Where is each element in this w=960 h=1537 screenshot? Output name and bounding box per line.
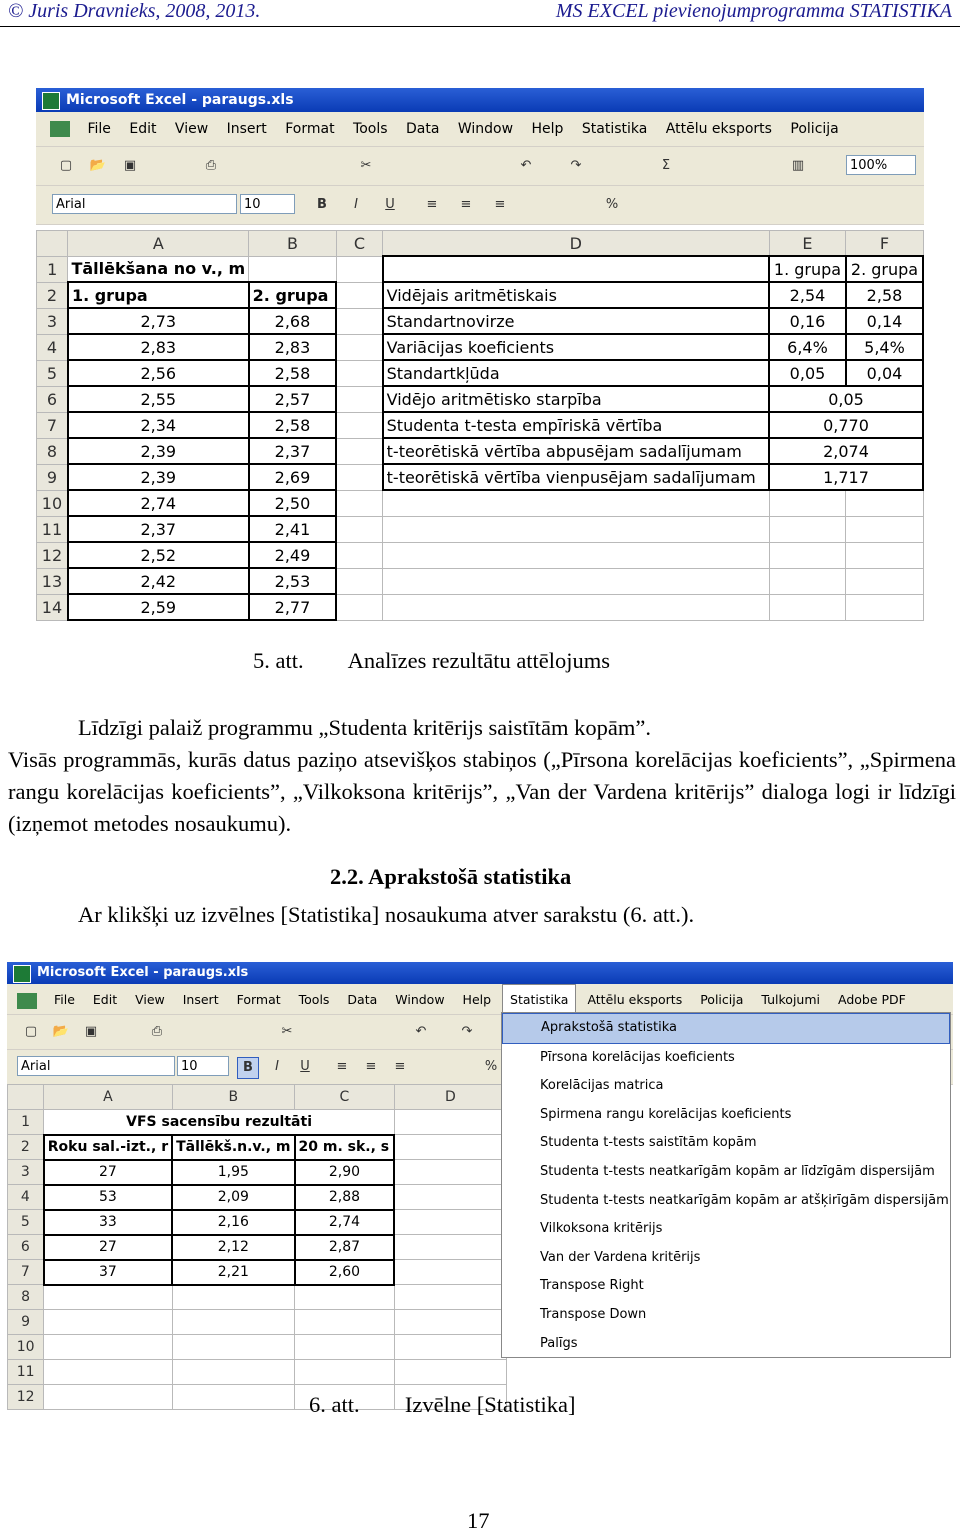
cell[interactable] (295, 1310, 395, 1335)
italic-icon[interactable]: I (275, 1059, 279, 1074)
cell[interactable]: 2,16 (172, 1210, 294, 1235)
statistika-dropdown (501, 1012, 951, 1358)
cell[interactable]: 1,95 (172, 1160, 294, 1185)
row-header[interactable]: 5 (37, 360, 68, 386)
cell[interactable]: 2,42 (68, 568, 249, 594)
cell[interactable]: 2,39 (68, 438, 249, 464)
open-icon[interactable]: 📂 (89, 158, 107, 173)
cell[interactable]: Tāllēkš.n.v., m (172, 1135, 294, 1160)
table-row (8, 1210, 507, 1235)
header-author: © Juris Dravnieks, 2008, 2013. (8, 0, 261, 22)
header-title: MS EXCEL pievienojumprogramma STATISTIKA (555, 0, 952, 22)
menu-policija[interactable]: Policija (700, 992, 744, 1007)
cell[interactable] (769, 516, 846, 542)
table-row (37, 516, 924, 542)
cell[interactable] (336, 542, 382, 568)
cut-icon[interactable]: ✂ (281, 1024, 293, 1039)
cell[interactable] (394, 1110, 506, 1135)
align-center-icon[interactable]: ≡ (365, 1059, 377, 1074)
row-header[interactable]: 7 (37, 412, 68, 438)
cell[interactable] (394, 1135, 506, 1160)
column-header[interactable]: A (44, 1085, 172, 1110)
row-header[interactable]: 11 (8, 1360, 44, 1385)
menu-edit[interactable]: Edit (92, 992, 118, 1007)
page-number: 17 (467, 1508, 490, 1533)
row-header[interactable]: 9 (8, 1310, 44, 1335)
cell[interactable] (295, 1360, 395, 1385)
cell[interactable]: Tāllēkšana no v., m (68, 256, 249, 282)
align-left-icon[interactable]: ≡ (336, 1059, 348, 1074)
new-icon[interactable]: ▢ (59, 158, 73, 173)
cell[interactable]: 1. grupa (769, 256, 846, 282)
column-header[interactable]: C (295, 1085, 395, 1110)
table-row (37, 386, 924, 412)
row-header[interactable]: 1 (8, 1110, 44, 1135)
excel-title: Microsoft Excel - paraugs.xls (37, 965, 249, 980)
workbook-icon (50, 121, 70, 137)
cell[interactable] (44, 1285, 172, 1310)
cell[interactable]: 2,37 (68, 516, 249, 542)
sum-icon[interactable]: Σ (661, 158, 671, 173)
cell[interactable] (172, 1385, 294, 1410)
sheet-grid-1 (36, 230, 924, 621)
row-header[interactable]: 6 (8, 1235, 44, 1260)
save-icon[interactable]: ▣ (84, 1024, 98, 1039)
page-header (0, 0, 960, 27)
cell[interactable]: 2,39 (68, 464, 249, 490)
excel-icon (42, 92, 60, 110)
cell[interactable] (846, 542, 923, 568)
cell[interactable]: 2,58 (249, 412, 337, 438)
menu-edit[interactable]: Edit (129, 121, 157, 137)
cell[interactable] (44, 1310, 172, 1335)
statistika-menu-item[interactable]: Transpose Down (540, 1306, 647, 1322)
excel-titlebar-2 (7, 962, 953, 984)
cell[interactable] (394, 1210, 506, 1235)
cell[interactable]: 2,074 (769, 438, 923, 464)
cell[interactable]: 2,73 (68, 308, 249, 334)
cell[interactable] (846, 490, 923, 516)
cell[interactable] (44, 1335, 172, 1360)
undo-icon[interactable]: ↶ (415, 1024, 427, 1039)
figure-6-text: Izvēlne [Statistika] (404, 1392, 576, 1417)
cell[interactable] (336, 594, 382, 620)
underline-icon[interactable]: U (385, 197, 395, 212)
cell[interactable]: 0,05 (769, 386, 923, 412)
cell[interactable] (394, 1235, 506, 1260)
excel-titlebar (36, 88, 924, 112)
cell[interactable]: 2,88 (295, 1185, 395, 1210)
table-row (8, 1135, 507, 1160)
corner-cell[interactable] (8, 1085, 44, 1110)
paragraph-3: Ar klikšķi uz izvēlnes [Statistika] nosaukuma atver sarakstu (6. att.). (78, 902, 695, 927)
cell[interactable] (336, 360, 382, 386)
cell[interactable]: t-teorētiskā vērtība vienpusējam sadalījumam (383, 464, 769, 490)
cell[interactable] (394, 1285, 506, 1310)
cell[interactable] (846, 568, 923, 594)
menu-view[interactable]: View (135, 992, 165, 1007)
menu-help[interactable]: Help (531, 121, 564, 137)
row-header[interactable]: 1 (37, 256, 68, 282)
table-row (37, 594, 924, 620)
font-select[interactable]: Arial (52, 194, 237, 214)
print-icon[interactable]: ⎙ (205, 158, 217, 173)
menu-statistika[interactable]: Statistika (581, 121, 648, 137)
cell[interactable] (336, 490, 382, 516)
cell[interactable] (383, 594, 769, 620)
table-row (37, 334, 924, 360)
menu-tools[interactable]: Tools (298, 992, 330, 1007)
table-row (8, 1110, 507, 1135)
row-header[interactable]: 8 (37, 438, 68, 464)
cell[interactable] (336, 438, 382, 464)
column-header[interactable]: B (172, 1085, 294, 1110)
cell[interactable]: Roku sal.-izt., r (44, 1135, 172, 1160)
cell[interactable]: 5,4% (846, 334, 923, 360)
cell[interactable]: 2,12 (172, 1235, 294, 1260)
cell[interactable] (394, 1335, 506, 1360)
excel-menubar-2 (7, 984, 953, 1015)
cell[interactable] (44, 1385, 172, 1410)
cell[interactable]: Studenta t-testa empīriskā vērtība (383, 412, 769, 438)
menu-statistika-open[interactable]: Statistika (502, 984, 576, 1016)
cell[interactable] (383, 516, 769, 542)
cell[interactable] (172, 1360, 294, 1385)
cell[interactable]: 20 m. sk., s (295, 1135, 395, 1160)
menu-data[interactable]: Data (347, 992, 378, 1007)
cell[interactable] (383, 490, 769, 516)
cell[interactable] (336, 256, 382, 282)
table-row (8, 1335, 507, 1360)
cell[interactable] (295, 1285, 395, 1310)
zoom-box[interactable]: 100% (846, 155, 916, 175)
cell[interactable] (336, 386, 382, 412)
size-select[interactable]: 10 (177, 1056, 229, 1076)
sheet-grid-2 (7, 1084, 507, 1410)
cell[interactable] (769, 568, 846, 594)
paragraph-1: Līdzīgi palaiž programmu „Studenta kritērijs saistītām kopām”. (78, 715, 651, 740)
cell[interactable]: 2,59 (68, 594, 249, 620)
cell[interactable]: 2,74 (68, 490, 249, 516)
column-header[interactable]: B (249, 231, 337, 257)
table-row (37, 438, 924, 464)
cell[interactable]: 2,58 (249, 360, 337, 386)
cell[interactable] (383, 256, 769, 282)
cell[interactable]: 2,56 (68, 360, 249, 386)
cell[interactable]: 2,83 (68, 334, 249, 360)
italic-icon[interactable]: I (354, 197, 358, 212)
row-header[interactable]: 13 (37, 568, 68, 594)
statistika-menu-item[interactable]: Transpose Right (540, 1278, 644, 1294)
table-row (37, 542, 924, 568)
menu-file[interactable]: File (53, 992, 75, 1007)
cell[interactable] (172, 1285, 294, 1310)
row-header[interactable]: 3 (37, 308, 68, 334)
row-header[interactable]: 9 (37, 464, 68, 490)
table-row (37, 256, 924, 282)
statistika-menu-item[interactable]: Pīrsona korelācijas koeficients (540, 1049, 735, 1065)
percent-icon[interactable]: % (605, 197, 619, 212)
cell[interactable] (336, 334, 382, 360)
cell[interactable]: 2,57 (249, 386, 337, 412)
statistika-menu-item[interactable]: Spirmena rangu korelācijas koeficients (540, 1106, 792, 1122)
cell[interactable]: 27 (44, 1160, 172, 1185)
cell[interactable] (769, 490, 846, 516)
cell[interactable] (846, 516, 923, 542)
menu-help[interactable]: Help (462, 992, 492, 1007)
cell[interactable]: Variācijas koeficients (383, 334, 769, 360)
excel-menubar (36, 112, 924, 147)
cell[interactable]: 27 (44, 1235, 172, 1260)
underline-icon[interactable]: U (300, 1059, 310, 1074)
cell[interactable]: 2. grupa (249, 282, 337, 308)
print-icon[interactable]: ⎙ (151, 1024, 163, 1039)
align-right-icon[interactable]: ≡ (394, 1059, 406, 1074)
cell[interactable]: 53 (44, 1185, 172, 1210)
paragraph-2: Visās programmās, kurās datus paziņo atsevišķos stabiņos („Pīrsona korelācijas koeficients”, „Spirmena rangu korelācijas koeficients”, „Vilkoksona kritērijs”, „Van der Vardena kritērijs” dialoga logi ir līdzīgi (izņemot metodes nosaukumu). (8, 747, 956, 836)
column-header[interactable]: F (846, 231, 923, 257)
cell[interactable]: 0,05 (769, 360, 846, 386)
excel-icon (13, 965, 31, 983)
align-center-icon[interactable]: ≡ (460, 197, 472, 212)
cell[interactable] (44, 1360, 172, 1385)
row-header[interactable]: 14 (37, 594, 68, 620)
menu-tulkojumi[interactable]: Tulkojumi (761, 992, 820, 1007)
cell[interactable]: 2,21 (172, 1260, 294, 1285)
redo-icon[interactable]: ↷ (461, 1024, 473, 1039)
menu-insert[interactable]: Insert (226, 121, 267, 137)
cell[interactable]: Vidējo aritmētisko starpība (383, 386, 769, 412)
row-header[interactable]: 2 (37, 282, 68, 308)
column-header[interactable]: D (383, 231, 769, 257)
size-select[interactable]: 10 (240, 194, 295, 214)
cell[interactable] (383, 542, 769, 568)
cell[interactable]: 2,83 (249, 334, 337, 360)
cell[interactable]: 2,37 (249, 438, 337, 464)
open-icon[interactable]: 📂 (52, 1024, 70, 1039)
menu-file[interactable]: File (87, 121, 111, 137)
cell[interactable]: Standartkļūda (383, 360, 769, 386)
table-row (37, 412, 924, 438)
cell[interactable] (295, 1335, 395, 1360)
cell[interactable]: 2,69 (249, 464, 337, 490)
align-right-icon[interactable]: ≡ (494, 197, 506, 212)
cell[interactable]: 1,717 (769, 464, 923, 490)
statistika-menu-item[interactable]: Van der Vardena kritērijs (540, 1249, 701, 1265)
table-row (8, 1160, 507, 1185)
cell[interactable]: 2,90 (295, 1160, 395, 1185)
cell[interactable]: t-teorētiskā vērtība abpusējam sadalījumam (383, 438, 769, 464)
cell[interactable] (336, 412, 382, 438)
cell[interactable]: 2. grupa (846, 256, 923, 282)
cell[interactable]: Standartnovirze (383, 308, 769, 334)
cell[interactable] (336, 568, 382, 594)
cell[interactable]: 2,41 (249, 516, 337, 542)
statistika-menu-item[interactable]: Korelācijas matrica (540, 1078, 664, 1094)
figure-6-number: 6. att. (309, 1392, 360, 1417)
cell[interactable]: 33 (44, 1210, 172, 1235)
cell[interactable]: 2,58 (846, 282, 923, 308)
cell[interactable] (394, 1260, 506, 1285)
cell[interactable] (394, 1185, 506, 1210)
statistika-menu-item[interactable]: Studenta t-tests neatkarīgām kopām ar līdzīgām dispersijām (540, 1163, 935, 1179)
cell[interactable] (249, 256, 337, 282)
column-header[interactable]: D (394, 1085, 506, 1110)
menu-window[interactable]: Window (457, 121, 514, 137)
font-select[interactable]: Arial (17, 1056, 175, 1076)
table-row (37, 360, 924, 386)
cell[interactable]: 2,52 (68, 542, 249, 568)
cell[interactable]: 0,770 (769, 412, 923, 438)
cell[interactable]: 2,54 (769, 282, 846, 308)
cell[interactable]: 37 (44, 1260, 172, 1285)
cell[interactable]: VFS sacensību rezultāti (44, 1110, 395, 1135)
statistika-menu-item[interactable]: Studenta t-tests saistītām kopām (540, 1135, 757, 1151)
row-header[interactable]: 6 (37, 386, 68, 412)
cell[interactable]: 2,53 (249, 568, 337, 594)
cell[interactable]: 1. grupa (68, 282, 249, 308)
cell[interactable]: 2,87 (295, 1235, 395, 1260)
cell[interactable]: 2,60 (295, 1260, 395, 1285)
row-header[interactable]: 4 (37, 334, 68, 360)
bold-icon[interactable]: B (317, 197, 327, 212)
row-header[interactable]: 8 (8, 1285, 44, 1310)
cell[interactable]: 2,49 (249, 542, 337, 568)
table-row (8, 1235, 507, 1260)
standard-toolbar (36, 147, 924, 186)
cut-icon[interactable]: ✂ (360, 158, 372, 173)
table-row (37, 308, 924, 334)
row-header[interactable]: 10 (8, 1335, 44, 1360)
cell[interactable]: 2,09 (172, 1185, 294, 1210)
cell[interactable] (394, 1160, 506, 1185)
figure-5-text: Analīzes rezultātu attēlojums (347, 648, 611, 673)
table-row (8, 1260, 507, 1285)
cell[interactable] (172, 1335, 294, 1360)
cell[interactable] (394, 1360, 506, 1385)
row-header[interactable]: 2 (8, 1135, 44, 1160)
menu-attelu-eksports[interactable]: Attēlu eksports (587, 992, 683, 1007)
menu-data[interactable]: Data (405, 121, 440, 137)
row-header[interactable]: 10 (37, 490, 68, 516)
row-header[interactable]: 5 (8, 1210, 44, 1235)
percent-icon[interactable]: % (484, 1059, 498, 1074)
row-header[interactable]: 11 (37, 516, 68, 542)
chart-icon[interactable]: ▥ (791, 158, 805, 173)
column-header[interactable]: C (336, 231, 382, 257)
statistika-menu-item[interactable]: Aprakstošā statistika (502, 1013, 950, 1044)
cell[interactable]: 6,4% (769, 334, 846, 360)
table-row (37, 282, 924, 308)
cell[interactable]: 2,77 (249, 594, 337, 620)
cell[interactable] (336, 516, 382, 542)
cell[interactable] (394, 1310, 506, 1335)
statistika-menu-item[interactable]: Vilkoksona kritērijs (540, 1221, 663, 1237)
menu-window[interactable]: Window (395, 992, 445, 1007)
figure-5-number: 5. att. (253, 648, 304, 673)
menu-policija[interactable]: Policija (790, 121, 839, 137)
save-icon[interactable]: ▣ (123, 158, 137, 173)
cell[interactable]: 2,50 (249, 490, 337, 516)
excel-title: Microsoft Excel - paraugs.xls (66, 92, 294, 108)
section-heading: 2.2. Aprakstošā statistika (330, 864, 572, 889)
cell[interactable] (172, 1310, 294, 1335)
table-row (8, 1285, 507, 1310)
column-header[interactable]: A (68, 231, 249, 257)
new-icon[interactable]: ▢ (24, 1024, 38, 1039)
row-header[interactable]: 4 (8, 1185, 44, 1210)
cell[interactable] (769, 594, 846, 620)
cell[interactable]: 2,34 (68, 412, 249, 438)
menu-format[interactable]: Format (285, 121, 335, 137)
menu-view[interactable]: View (174, 121, 209, 137)
align-left-icon[interactable]: ≡ (426, 197, 438, 212)
cell[interactable]: 2,55 (68, 386, 249, 412)
row-header[interactable]: 7 (8, 1260, 44, 1285)
menu-format[interactable]: Format (236, 992, 281, 1007)
table-row (8, 1360, 507, 1385)
statistika-menu-item[interactable]: Studenta t-tests neatkarīgām kopām ar atšķirīgām dispersijām (540, 1192, 949, 1208)
excel-window-1 (36, 88, 924, 617)
table-row (8, 1310, 507, 1335)
statistika-menu-item[interactable]: Palīgs (540, 1335, 578, 1351)
row-header[interactable]: 12 (8, 1385, 44, 1410)
menu-attelu-eksports[interactable]: Attēlu eksports (665, 121, 772, 137)
row-header[interactable]: 12 (37, 542, 68, 568)
menu-tools[interactable]: Tools (353, 121, 388, 137)
menu-adobe-pdf[interactable]: Adobe PDF (837, 992, 906, 1007)
table-row (8, 1185, 507, 1210)
workbook-icon (17, 993, 37, 1009)
cell[interactable] (383, 568, 769, 594)
figure-6-caption (309, 1392, 575, 1418)
cell[interactable]: 0,04 (846, 360, 923, 386)
cell[interactable]: Vidējais aritmētiskais (383, 282, 769, 308)
cell[interactable] (846, 594, 923, 620)
cell[interactable]: 0,16 (769, 308, 846, 334)
cell[interactable]: 2,68 (249, 308, 337, 334)
row-header[interactable]: 3 (8, 1160, 44, 1185)
table-row (37, 568, 924, 594)
corner-cell[interactable] (37, 231, 68, 257)
cell[interactable] (769, 542, 846, 568)
cell[interactable] (336, 308, 382, 334)
redo-icon[interactable]: ↷ (570, 158, 582, 173)
cell[interactable] (336, 464, 382, 490)
formatting-toolbar (36, 186, 924, 225)
cell[interactable]: 0,14 (846, 308, 923, 334)
menu-insert[interactable]: Insert (182, 992, 219, 1007)
cell[interactable] (336, 282, 382, 308)
cell[interactable]: 2,74 (295, 1210, 395, 1235)
figure-5-caption (253, 648, 610, 674)
bold-icon[interactable]: B (237, 1057, 259, 1079)
column-header[interactable]: E (769, 231, 846, 257)
table-row (37, 490, 924, 516)
undo-icon[interactable]: ↶ (520, 158, 532, 173)
table-row (37, 464, 924, 490)
